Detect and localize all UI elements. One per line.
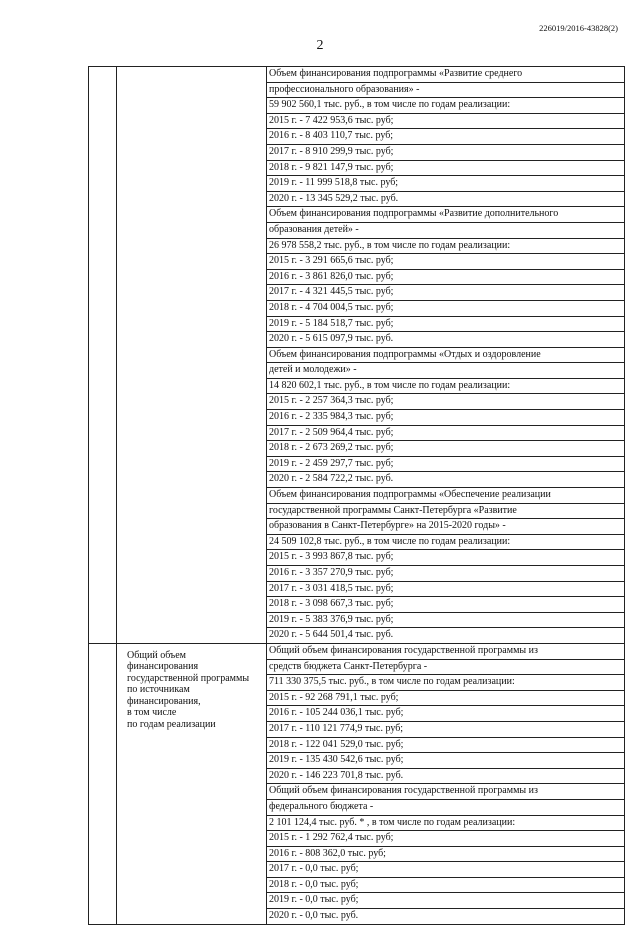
financing-line: федерального бюджета - [267,799,624,815]
financing-line: 2020 г. - 13 345 529,2 тыс. руб. [267,191,624,207]
financing-line: Объем финансирования подпрограммы «Развитие дополнительного [267,206,624,222]
financing-line: 2016 г. - 3 357 270,9 тыс. руб; [267,565,624,581]
financing-line: 2015 г. - 2 257 364,3 тыс. руб; [267,393,624,409]
row-number-cell [89,643,117,924]
financing-line: 2015 г. - 1 292 762,4 тыс. руб; [267,830,624,846]
financing-line: 2016 г. - 105 244 036,1 тыс. руб; [267,705,624,721]
financing-line: 2017 г. - 110 121 774,9 тыс. руб; [267,721,624,737]
financing-line: 2018 г. - 4 704 004,5 тыс. руб; [267,300,624,316]
subprogram-financing-list [267,67,624,643]
label-text [127,650,262,731]
label-line: Общий объем [127,649,186,661]
financing-line: Объем финансирования подпрограммы «Развитие среднего [269,68,523,79]
financing-line: 2017 г. - 4 321 445,5 тыс. руб; [267,284,624,300]
financing-line: 2018 г. - 0,0 тыс. руб; [267,877,624,893]
financing-line: 2016 г. - 808 362,0 тыс. руб; [267,846,624,862]
financing-line: 2019 г. - 5 383 376,9 тыс. руб; [267,612,624,628]
financing-line: 2019 г. - 11 999 518,8 тыс. руб; [267,175,624,191]
financing-cell [267,67,625,644]
financing-line: 2018 г. - 2 673 269,2 тыс. руб; [267,440,624,456]
financing-line: 2019 г. - 2 459 297,7 тыс. руб; [267,456,624,472]
financing-line: 2017 г. - 0,0 тыс. руб; [267,861,624,877]
financing-line: 2019 г. - 0,0 тыс. руб; [267,892,624,908]
financing-line: детей и молодежи» - [267,362,624,378]
financing-line: 2015 г. - 7 422 953,6 тыс. руб; [267,113,624,129]
label-line: по годам реализации [127,718,216,730]
financing-line: 2 101 124,4 тыс. руб. * , в том числе по годам реализации: [267,815,624,831]
financing-line: 2017 г. - 3 031 418,5 тыс. руб; [267,581,624,597]
financing-line: 2016 г. - 8 403 110,7 тыс. руб; [267,128,624,144]
table-row [89,67,625,644]
financing-line: 2015 г. - 92 268 791,1 тыс. руб; [267,690,624,706]
financing-line: 2017 г. - 8 910 299,9 тыс. руб; [267,144,624,160]
financing-line: 24 509 102,8 тыс. руб., в том числе по годам реализации: [267,534,624,550]
financing-line: 711 330 375,5 тыс. руб., в том числе по годам реализации: [267,674,624,690]
financing-line: Общий объем финансирования государственной программы из [267,783,624,799]
label-line: в том числе [127,707,177,719]
label-line: по источникам [127,684,190,696]
financing-line: 2015 г. - 3 993 867,8 тыс. руб; [267,549,624,565]
label-line: финансирования, [127,695,201,707]
label-line: государственной программы [127,672,250,684]
financing-line: 2020 г. - 5 615 097,9 тыс. руб. [267,331,624,347]
financing-line: 2020 г. - 0,0 тыс. руб. [267,908,624,924]
financing-line: 2015 г. - 3 291 665,6 тыс. руб; [267,253,624,269]
document-reference: 226019/2016-43828(2) [539,23,618,33]
financing-table [88,66,625,925]
financing-line: 2018 г. - 122 041 529,0 тыс. руб; [267,737,624,753]
financing-line: средств бюджета Санкт-Петербурга - [267,659,624,675]
financing-line: образования в Санкт-Петербурге» на 2015-2020 годы» - [267,518,624,534]
row-number-cell [89,67,117,644]
financing-line: 2016 г. - 2 335 984,3 тыс. руб; [267,409,624,425]
label-cell [117,67,267,644]
financing-line: 2020 г. - 5 644 501,4 тыс. руб. [267,627,624,643]
label-line: финансирования [127,661,199,673]
financing-line: 2020 г. - 146 223 701,8 тыс. руб. [267,768,624,784]
financing-line: Общий объем финансирования государственной программы из [269,644,538,656]
page-number: 2 [316,38,324,53]
total-financing-label [117,644,266,731]
financing-line: государственной программы Санкт-Петербурга «Развитие [267,503,624,519]
table-row [89,643,625,924]
financing-line: 26 978 558,2 тыс. руб., в том числе по годам реализации: [267,238,624,254]
financing-line: 14 820 602,1 тыс. руб., в том числе по годам реализации: [267,378,624,394]
financing-line: профессионального образования» - [267,82,624,98]
financing-line: 2017 г. - 2 509 964,4 тыс. руб; [267,425,624,441]
financing-line: 59 902 560,1 тыс. руб., в том числе по годам реализации: [267,97,624,113]
financing-line: 2019 г. - 5 184 518,7 тыс. руб; [267,316,624,332]
label-cell [117,643,267,924]
financing-line: Объем финансирования подпрограммы «Обеспечение реализации [267,487,624,503]
financing-line: образования детей» - [267,222,624,238]
total-financing-list [267,644,624,924]
financing-line: 2016 г. - 3 861 826,0 тыс. руб; [267,269,624,285]
financing-line: 2018 г. - 9 821 147,9 тыс. руб; [267,160,624,176]
financing-cell [267,643,625,924]
financing-line: Объем финансирования подпрограммы «Отдых и оздоровление [267,347,624,363]
financing-line: 2019 г. - 135 430 542,6 тыс. руб; [267,752,624,768]
financing-line: 2020 г. - 2 584 722,2 тыс. руб. [267,471,624,487]
financing-line: 2018 г. - 3 098 667,3 тыс. руб; [267,596,624,612]
